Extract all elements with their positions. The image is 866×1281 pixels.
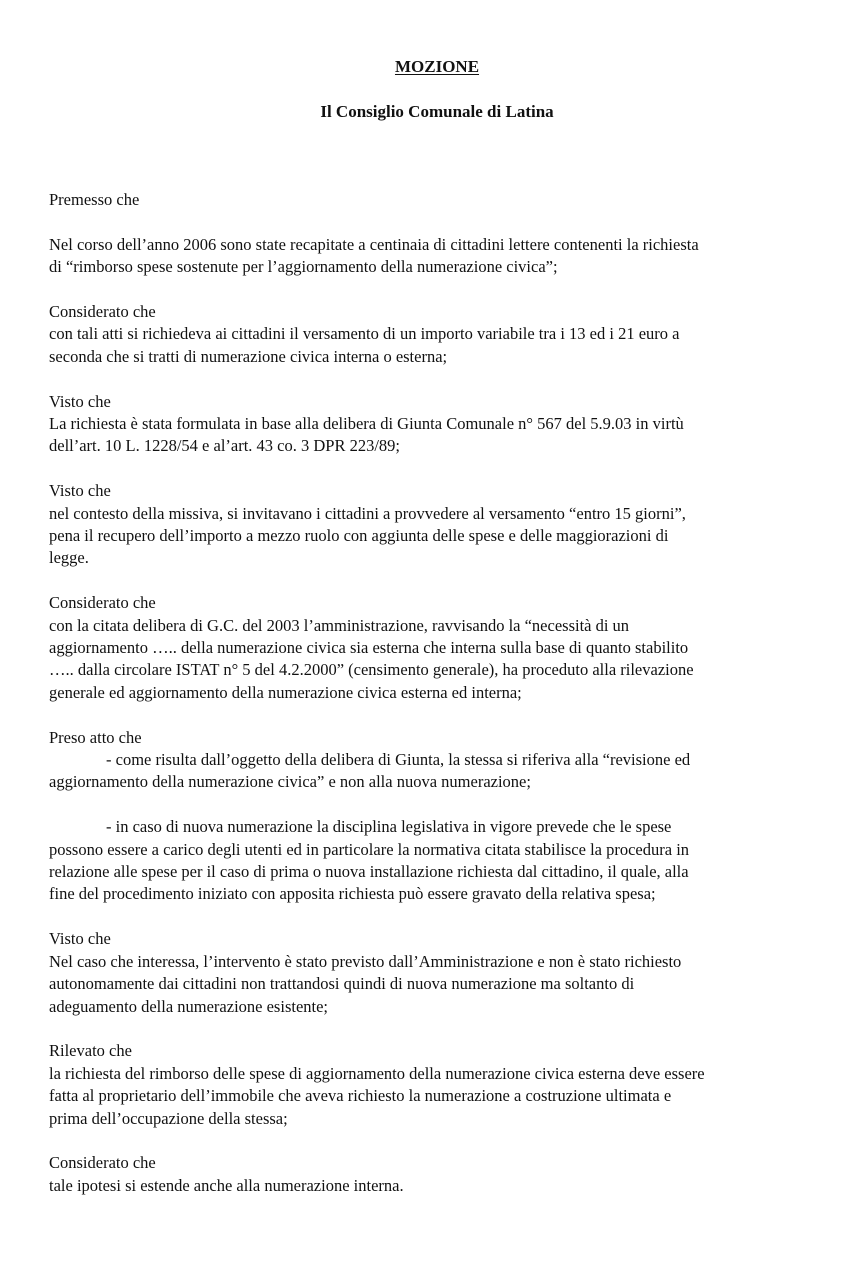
paragraph-line: pena il recupero dell’importo a mezzo ruolo con aggiunta delle spese e delle maggiorazioni di: [49, 526, 669, 546]
section-heading: Visto che: [49, 391, 111, 411]
section-paragraph: [49, 503, 839, 570]
section-heading: Premesso che: [49, 190, 140, 209]
section-paragraph: [49, 615, 839, 705]
document-section: [49, 1152, 839, 1197]
paragraph-line: con tali atti si richiedeva ai cittadini il versamento di un importo variabile tra i 13 ed i 21 euro a: [49, 324, 680, 344]
section-paragraph: [49, 323, 839, 368]
section-heading: Considerato che: [49, 302, 156, 321]
paragraph-line: tale ipotesi si estende anche alla numerazione interna.: [49, 1175, 404, 1195]
document-section: [49, 480, 839, 570]
section-paragraph: [49, 234, 839, 279]
section-paragraph: [49, 413, 839, 458]
document-body: [49, 189, 839, 1220]
paragraph-line: adeguamento della numerazione esistente;: [49, 996, 329, 1016]
paragraph-line: fine del procedimento iniziato con apposita richiesta può essere gravato della relativa spesa;: [49, 884, 656, 904]
paragraph-line: nel contesto della missiva, si invitavano i cittadini a provvedere al versamento “entro 15 giorni”,: [49, 503, 686, 523]
section-paragraph: [49, 749, 839, 794]
document-section: [49, 816, 839, 906]
paragraph-line: possono essere a carico degli utenti ed in particolare la normativa citata stabilisce la procedura in: [49, 839, 690, 859]
document-section: [49, 727, 839, 794]
section-heading: Preso atto che: [49, 727, 142, 747]
paragraph-line: dell’art. 10 L. 1228/54 e al’art. 43 co. 3 DPR 223/89;: [49, 436, 401, 456]
section-heading: Considerato che: [49, 593, 156, 613]
document-section: [49, 189, 839, 211]
paragraph-line: aggiornamento della numerazione civica” e non alla nuova numerazione;: [49, 772, 531, 792]
document-section: [49, 928, 839, 1018]
paragraph-line: aggiornamento ….. della numerazione civica sia esterna che interna sulla base di quanto stabilito: [49, 638, 689, 658]
paragraph-line: legge.: [49, 548, 89, 568]
paragraph-line: - in caso di nuova numerazione la disciplina legislativa in vigore prevede che le spese: [106, 817, 672, 837]
paragraph-line: ….. dalla circolare ISTAT n° 5 del 4.2.2000” (censimento generale), ha proceduto alla rilevazione: [49, 660, 694, 680]
document-section: [49, 1040, 839, 1130]
document-section: [49, 391, 839, 458]
section-heading: Visto che: [49, 929, 111, 949]
paragraph-line: prima dell’occupazione della stessa;: [49, 1108, 288, 1128]
section-paragraph: [49, 1063, 839, 1130]
paragraph-line: la richiesta del rimborso delle spese di aggiornamento della numerazione civica esterna deve essere: [49, 1063, 705, 1083]
section-heading: Considerato che: [49, 1153, 156, 1173]
document-subtitle: Il Consiglio Comunale di Latina: [320, 102, 554, 121]
paragraph-line: La richiesta è stata formulata in base alla delibera di Giunta Comunale n° 567 del 5.9.03 in virtù: [49, 414, 684, 434]
section-paragraph: [49, 816, 839, 906]
paragraph-line: Nel caso che interessa, l’intervento è stato previsto dall’Amministrazione e non è stato richiesto: [49, 951, 682, 971]
paragraph-line: autonomamente dai cittadini non trattandosi quindi di nuova numerazione ma soltanto di: [49, 974, 635, 994]
paragraph-line: - come risulta dall’oggetto della delibera di Giunta, la stessa si riferiva alla “revisione ed: [106, 750, 691, 770]
section-paragraph: [49, 1175, 839, 1197]
section-paragraph: [49, 951, 839, 1018]
document-section: [49, 234, 839, 279]
section-heading: Rilevato che: [49, 1041, 132, 1061]
paragraph-line: relazione alle spese per il caso di prima o nuova installazione richiesta dal cittadino, il quale, alla: [49, 862, 689, 882]
paragraph-line: fatta al proprietario dell’immobile che aveva richiesto la numerazione a costruzione ultimata e: [49, 1086, 672, 1106]
document-section: [49, 592, 839, 704]
paragraph-line: seconda che si tratti di numerazione civica interna o esterna;: [49, 346, 448, 366]
document-title: MOZIONE: [394, 57, 480, 76]
paragraph-line: Nel corso dell’anno 2006 sono state recapitate a centinaia di cittadini lettere contenenti la richiesta: [49, 234, 699, 254]
paragraph-line: generale ed aggiornamento della numerazione civica esterna ed interna;: [49, 682, 522, 702]
document-section: [49, 301, 839, 368]
section-heading: Visto che: [49, 481, 111, 501]
paragraph-line: di “rimborso spese sostenute per l’aggiornamento della numerazione civica”;: [49, 257, 558, 277]
paragraph-line: con la citata delibera di G.C. del 2003 l’amministrazione, ravvisando la “necessità di un: [49, 615, 630, 635]
